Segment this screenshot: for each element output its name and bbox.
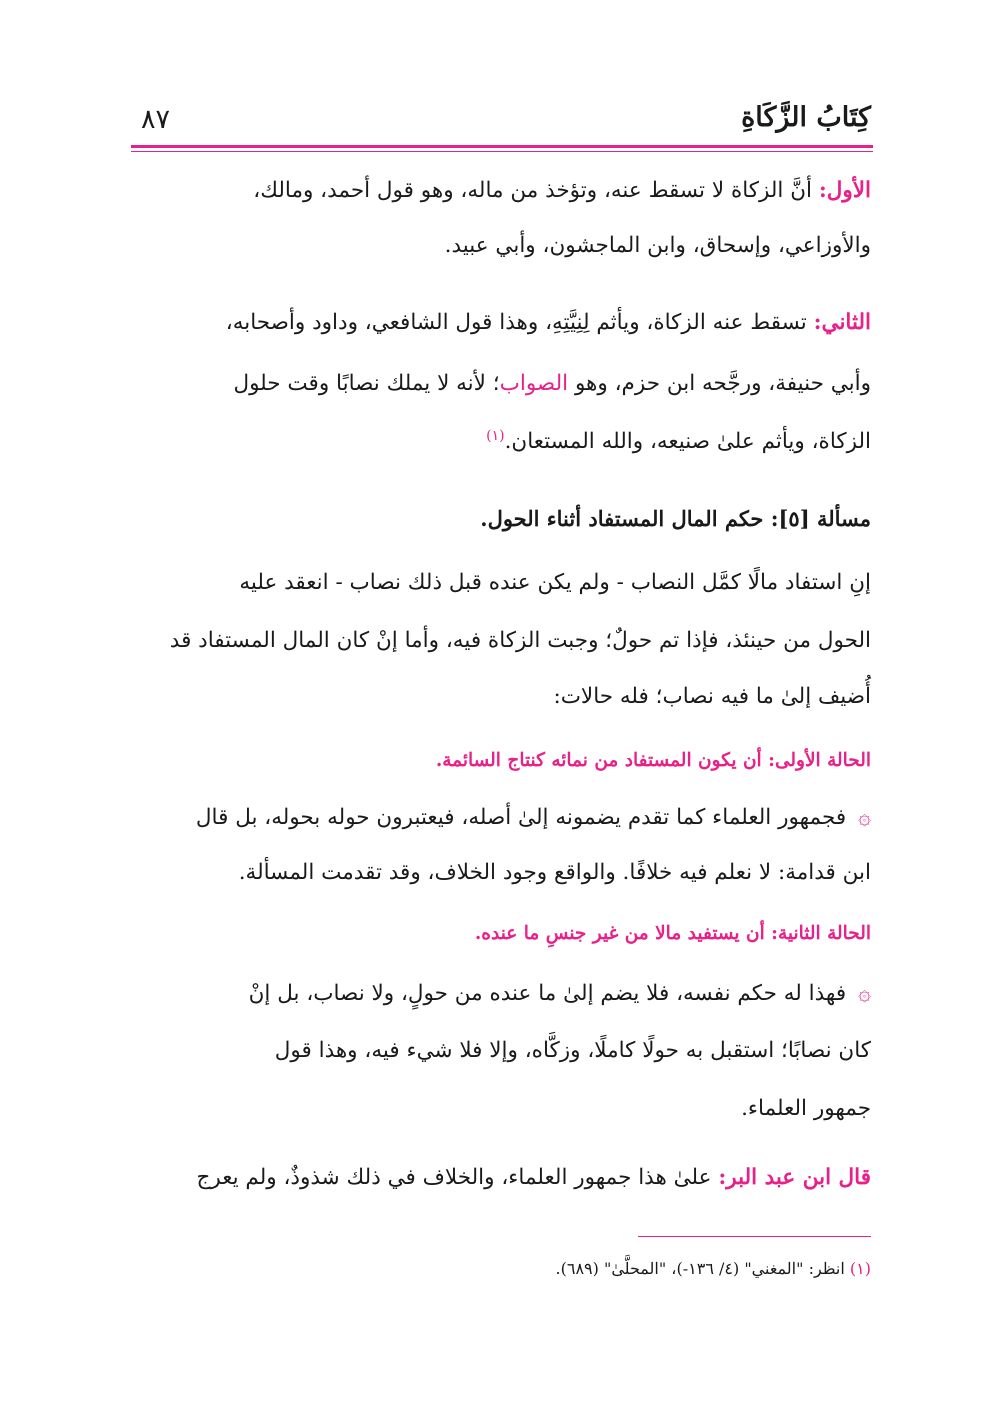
case-one-line-2 — [133, 862, 871, 884]
footnote-text: انظر: "المغني" (٤/ ١٣٦-)، "المحلَّىٰ" (٦٨٩). — [555, 1259, 850, 1278]
ibn-abd-al-barr-label: قال ابن عبد البر: — [718, 1165, 871, 1190]
second-opinion-text-1: تسقط عنه الزكاة، ويأثم لِنِيَّتِهِ، وهذا قول الشافعي، وداود وأصحابه، — [225, 310, 814, 335]
case-one-heading: الحالة الأولى: أن يكون المستفاد من نمائه كنتاج السائمة. — [435, 750, 871, 771]
first-opinion-label: الأول: — [818, 178, 871, 203]
issue-label: مسألة [٥]: — [770, 506, 871, 531]
paragraph-second-opinion-line-2 — [133, 373, 871, 395]
chapter-title: كِتَابُ الزَّكَاةِ — [741, 102, 871, 133]
case-two-line-1 — [133, 983, 871, 1005]
paragraph-second-opinion-line-3 — [133, 429, 871, 453]
first-opinion-text-2: والأوزاعي، وإسحاق، وابن الماجشون، وأبي عبيد. — [444, 233, 871, 258]
case-two-line-2 — [133, 1040, 871, 1062]
page-number: ٨٧ — [141, 104, 171, 135]
footnote-number: (١) — [849, 1259, 871, 1278]
page-header — [133, 102, 871, 142]
paragraph-acquired-line-2 — [133, 630, 871, 652]
acquired-text-1: إنِ استفاد مالًا كمَّل النصاب - ولم يكن عنده قبل ذلك نصاب - انعقد عليه — [239, 570, 871, 595]
case-two-text-2: كان نصابًا؛ استقبل به حولًا كاملًا، وزكَّاه، وإلا فلا شيء فيه، وهذا قول — [274, 1038, 871, 1063]
acquired-text-2: الحول من حينئذ، فإذا تم حولٌ؛ وجبت الزكاة فيه، وأما إنْ كان المال المستفاد قد — [169, 628, 871, 653]
second-opinion-text-2b: ؛ لأنه لا يملك نصابًا وقت حلول — [233, 371, 500, 396]
issue-title: حكم المال المستفاد أثناء الحول. — [480, 506, 771, 531]
footnote-ref[interactable]: (١) — [486, 428, 505, 444]
paragraph-ibn-abd-al-barr — [133, 1167, 871, 1189]
issue-heading — [133, 508, 871, 529]
case-two-heading: الحالة الثانية: أن يستفيد مالا من غير جنسِ ما عنده. — [474, 923, 871, 944]
bullet-flower-icon: ۞ — [858, 981, 871, 1006]
footnote — [556, 1259, 871, 1278]
correct-view-highlight: الصواب — [499, 371, 569, 396]
paragraph-acquired-line-1 — [133, 572, 871, 594]
paragraph-first-opinion-line-1 — [133, 180, 871, 202]
second-opinion-text-3: الزكاة، ويأثم علىٰ صنيعه، والله المستعان. — [504, 429, 871, 455]
case-one-line-1 — [133, 807, 871, 829]
ibn-abd-al-barr-text: علىٰ هذا جمهور العلماء، والخلاف في ذلك شذوذٌ، ولم يعرج — [196, 1165, 719, 1190]
header-rule-thin — [131, 151, 873, 152]
bullet-flower-icon: ۞ — [858, 805, 871, 830]
paragraph-second-opinion-line-1 — [133, 312, 871, 334]
footnote-separator — [638, 1236, 871, 1237]
case-two-text-1: فهذا له حكم نفسه، فلا يضم إلىٰ ما عنده من حولٍ، ولا نصاب، بل إنْ — [248, 981, 847, 1006]
acquired-text-3: أُضيف إلىٰ ما فيه نصاب؛ فله حالات: — [553, 684, 871, 709]
case-two-text-3: جمهور العلماء. — [741, 1096, 871, 1121]
second-opinion-text-2a: وأبي حنيفة، ورجَّحه ابن حزم، وهو — [568, 371, 871, 396]
second-opinion-label: الثاني: — [813, 310, 871, 335]
first-opinion-text-1: أنَّ الزكاة لا تسقط عنه، وتؤخذ من ماله، وهو قول أحمد، ومالك، — [253, 178, 819, 203]
case-one-text-1: فجمهور العلماء كما تقدم يضمونه إلىٰ أصله، فيعتبرون حوله بحوله، بل قال — [195, 805, 847, 830]
paragraph-first-opinion-line-2 — [133, 235, 871, 257]
case-two-line-3 — [133, 1098, 871, 1120]
case-one-text-2: ابن قدامة: لا نعلم فيه خلافًا. والواقع وجود الخلاف، وقد تقدمت المسألة. — [238, 860, 871, 885]
paragraph-acquired-line-3 — [133, 686, 871, 708]
header-rule-thick — [131, 145, 873, 148]
